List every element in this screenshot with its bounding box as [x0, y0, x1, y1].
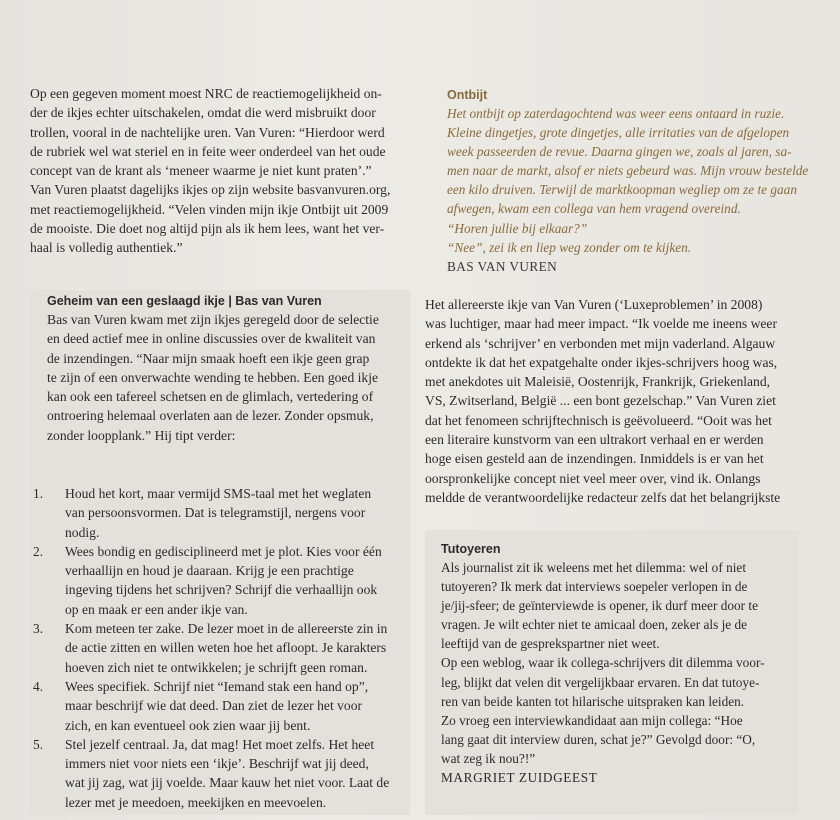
text-line: Op een gegeven moment moest NRC de reactiemogelijkheid on- — [30, 86, 382, 101]
tips-title: Geheim van een geslaagd ikje | Bas van Vuren — [47, 294, 322, 308]
text-line: een literaire kunstvorm van een ultrakort verhaal en er werden — [425, 432, 764, 448]
text-line: te zijn of een onverwachte wending te hebben. Een goed ikje — [47, 369, 379, 385]
list-item-number: 1. — [33, 486, 44, 501]
text-line: een kilo druiven. Terwijl de marktkoopman wegliep om ze te gaan — [447, 182, 797, 198]
text-line: concept van de krant als ‘meneer waarme je niet kunt praten’.” — [30, 163, 372, 179]
text-line: vragen. Je wilt echter niet te amicaal doen, zeker als je de — [441, 617, 748, 633]
text-line: was luchtiger, maar had meer impact. “Ik voelde me ineens weer — [425, 316, 777, 332]
text-line: wat jij zag, wat jij voelde. Maar kauw het niet voor. Laat de — [65, 775, 390, 791]
text-line: lezer met je meedoen, meekijken en meevoelen. — [65, 794, 327, 810]
text-line: Het allereerste ikje van Van Vuren (‘Luxeproblemen’ in 2008) — [425, 297, 763, 312]
text-line: Zo vroeg een interviewkandidaat aan mijn collega: “Hoe — [441, 712, 743, 728]
tutoyeren-title: Tutoyeren — [441, 542, 501, 556]
tips-box — [47, 292, 412, 445]
tutoyeren-box — [441, 540, 796, 787]
text-line: Het ontbijt op zaterdagochtend was weer eens ontaard in ruzie. — [447, 106, 785, 121]
text-line: leeftijd van de gesprekspartner niet weet. — [441, 636, 660, 652]
text-line: Houd het kort, maar vermijd SMS-taal met het weglaten — [65, 486, 372, 501]
text-line: ren van beide kanten tot hilarische uitspraken kan leiden. — [441, 693, 745, 709]
list-item — [33, 484, 411, 542]
text-line: tutoyeren? Ik merk dat interviews soepeler verlopen in de — [441, 579, 748, 595]
text-line: leg, blijkt dat velen dit vergelijkbaar ervaren. En dat tutoye- — [441, 674, 760, 690]
text-line: ontdekte ik dat het expatgehalte onder ikjes-schrijvers hoog was, — [425, 354, 778, 370]
text-line: week passeerden de revue. Daarna gingen we, zoals al jaren, sa- — [447, 144, 792, 160]
list-item-number: 2. — [33, 543, 44, 559]
tips-list — [33, 484, 411, 812]
text-line: hoeven zich niet te ontwikkelen; je schrijft geen roman. — [65, 659, 368, 675]
intro-paragraph — [30, 84, 425, 258]
list-item — [33, 677, 411, 735]
text-line: Wees bondig en gedisciplineerd met je plot. Kies voor één — [65, 543, 382, 559]
text-line: Kleine dingetjes, grote dingetjes, alle irritaties van de afgelopen — [447, 125, 790, 141]
text-line: afwegen, kwam een collega van hem vragend overeind. — [447, 201, 741, 217]
breakfast-signature: BAS VAN VUREN — [447, 258, 558, 274]
list-item-number: 4. — [33, 678, 44, 694]
text-line: de mooiste. Die doet nog altijd pijn als ik hem lees, want het ver- — [30, 221, 385, 237]
text-line: haal is volledig authentiek.” — [30, 240, 183, 256]
text-line: immers niet voor niets een ‘ikje’. Beschrijf wat jij deed, — [65, 756, 369, 772]
text-line: lang gaat dit interview duren, schat je?” Gevolgd door: “O, — [441, 731, 756, 747]
list-item — [33, 619, 411, 677]
text-line: met anekdotes uit Maleisië, Oostenrijk, Frankrijk, Griekenland, — [425, 374, 771, 390]
text-line: VS, Zwitserland, België ... een bont gezelschap.” Van Vuren ziet — [425, 393, 776, 409]
text-line: hoge eisen gesteld aan de inzendingen. Inmiddels is er van het — [425, 451, 764, 467]
first-ikje-paragraph — [425, 295, 825, 507]
text-line: Stel jezelf centraal. Ja, dat mag! Het moet zelfs. Het heet — [65, 736, 375, 752]
text-line: “Horen jullie bij elkaar?” — [447, 220, 588, 236]
text-line: dat het fenomeen schrijftechnisch is geëvolueerd. “Ooit was het — [425, 412, 772, 428]
text-line: ingeving tijdens het schrijven? Schrijf die verhaallijn ook — [65, 582, 378, 598]
text-line: Als journalist zit ik weleens met het dilemma: wel of niet — [441, 560, 747, 575]
breakfast-story — [447, 86, 827, 276]
text-line: erkend als ‘schrijver’ en verbonden met mijn vaderland. Algauw — [425, 335, 776, 351]
text-line: Wees specifiek. Schrijf niet “Iemand stak een hand op”, — [65, 678, 369, 694]
text-line: oorspronkelijke concept niet veel meer over, vind ik. Onlangs — [425, 470, 761, 486]
text-line: Bas van Vuren kwam met zijn ikjes geregeld door de selectie — [47, 312, 379, 327]
text-line: zonder loopplank.” Hij tipt verder: — [47, 427, 236, 443]
text-line: en deed actief mee in online discussies over de kwaliteit van — [47, 331, 376, 347]
text-line: de actie zitten en willen weten hoe het afloopt. Je karakters — [65, 640, 387, 656]
text-line: maar beschrijf wie dat deed. Dan ziet de lezer het voor — [65, 698, 363, 714]
text-line: kan ook een tafereel schetsen en de glimlach, vertedering of — [47, 389, 374, 405]
text-line: de inzendingen. “Naar mijn smaak hoeft een ikje geen grap — [47, 350, 370, 366]
text-line: trollen, vooral in de nachtelijke uren. Van Vuren: “Hierdoor werd — [30, 124, 385, 140]
text-line: Kom meteen ter zake. De lezer moet in de allereerste zin in — [65, 621, 388, 637]
text-line: met reactiemogelijkheid. “Velen vinden mijn ikje Ontbijt uit 2009 — [30, 201, 389, 217]
text-line: meldde de verantwoordelijke redacteur zelfs dat het belangrijkste — [425, 489, 781, 505]
text-line: men naar de markt, alsof er niets gebeurd was. Mijn vrouw bestelde — [447, 163, 809, 179]
text-line: nodig. — [65, 524, 100, 540]
text-line: je/jij-sfeer; de geïnterviewde is opener, ik durf meer door te — [441, 598, 758, 614]
text-line: der de ikjes echter uitschakelen, omdat die werd misbruikt door — [30, 105, 376, 121]
text-line: van persoonsvormen. Dat is telegramstijl, nergens voor — [65, 505, 366, 521]
text-line: ontroering helemaal overlaten aan de lezer. Zonder opsmuk, — [47, 408, 374, 424]
text-line: Van Vuren plaatst dagelijks ikjes op zijn website basvanvuren.org, — [30, 182, 391, 198]
list-item — [33, 542, 411, 619]
tutoyeren-signature: MARGRIET ZUIDGEEST — [441, 770, 598, 786]
text-line: zich, en kan eventueel ook zien waar jij bent. — [65, 717, 311, 733]
text-line: op en maak er een ander ikje van. — [65, 601, 248, 617]
list-item-number: 5. — [33, 736, 44, 752]
list-item — [33, 735, 411, 812]
text-line: wat zeg ik nou?!” — [441, 750, 536, 766]
text-line: de rubriek wel wat steriel en in feite weer onderdeel van het oude — [30, 143, 386, 159]
breakfast-title: Ontbijt — [447, 88, 488, 102]
text-line: “Nee”, zei ik en liep weg zonder om te kijken. — [447, 239, 692, 255]
list-item-number: 3. — [33, 621, 44, 637]
text-line: Op een weblog, waar ik collega-schrijvers dit dilemma voor- — [441, 655, 765, 671]
text-line: verhaallijn en houd je daaraan. Krijg je een prachtige — [65, 563, 354, 579]
